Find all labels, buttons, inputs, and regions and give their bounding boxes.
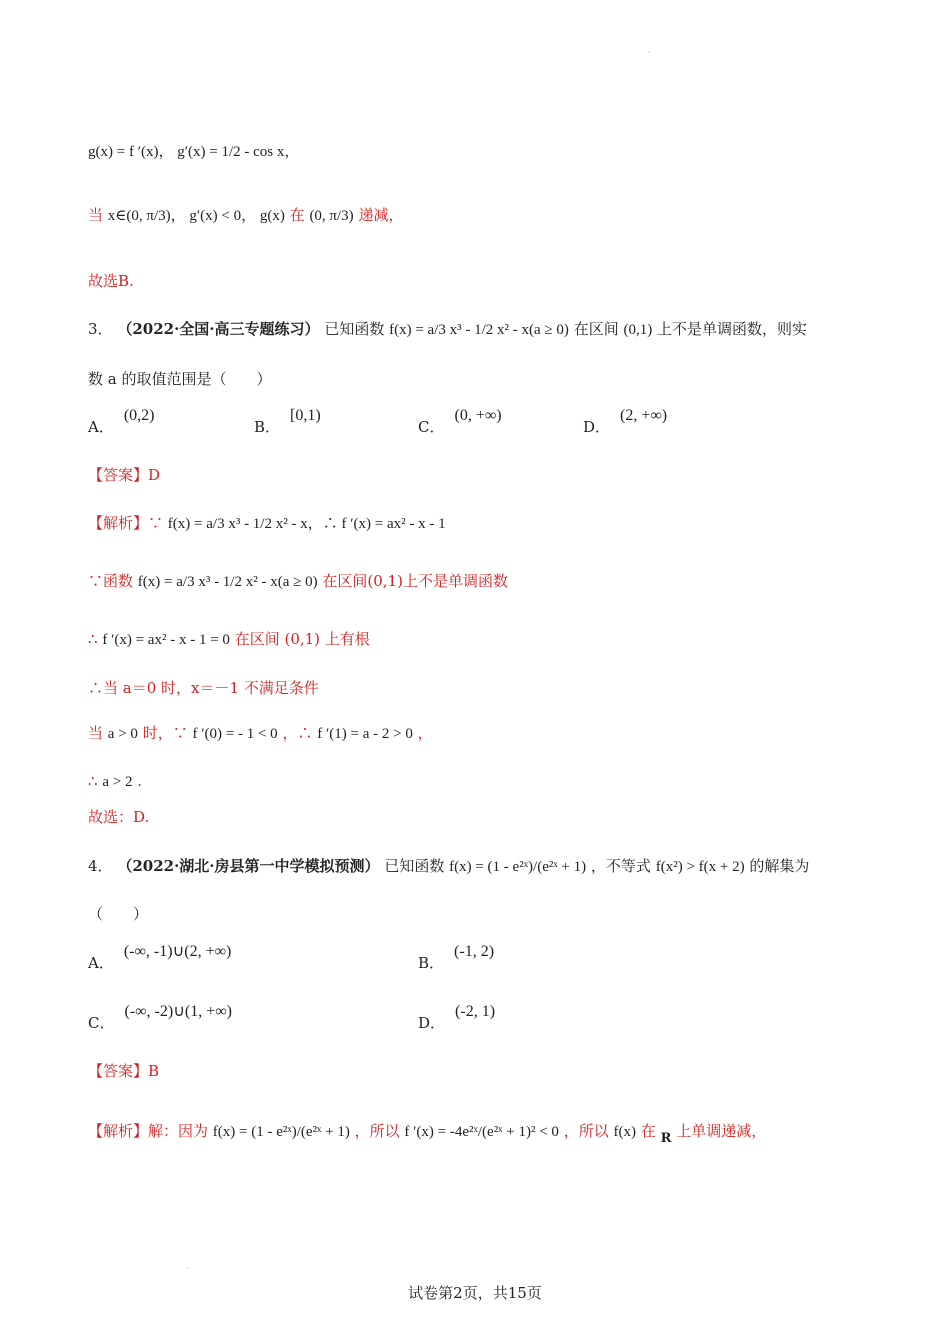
option-value: (0, +∞) bbox=[454, 407, 502, 424]
option-b[interactable] bbox=[418, 943, 495, 975]
text: ∴ bbox=[88, 630, 98, 648]
question-3-step-3: ∴当 a＝0 时，x＝－1 不满足条件 bbox=[88, 679, 319, 697]
question-source: （2022·湖北·房县第一中学模拟预测） bbox=[117, 857, 380, 875]
option-value: (-2, 1) bbox=[455, 1003, 496, 1020]
option-label: D． bbox=[418, 1014, 446, 1032]
text: ∴ bbox=[88, 772, 98, 790]
text: . bbox=[137, 772, 143, 790]
math-inequality: f(x²) > f(x + 2) bbox=[655, 859, 745, 875]
math-function: f(x) = (1 - e²ˣ)/(e²ˣ + 1) bbox=[212, 1124, 350, 1140]
math-expression: f ′(x) = ax² - x - 1 = 0 bbox=[102, 632, 230, 648]
text: 已知函数 bbox=[384, 857, 445, 875]
text: 在 bbox=[640, 1122, 656, 1140]
option-label: A． bbox=[88, 418, 114, 436]
text: 时，∵ bbox=[142, 724, 188, 742]
text: 在区间 (0,1) 上有根 bbox=[234, 630, 370, 648]
text: 递减， bbox=[358, 206, 404, 224]
text: 已知函数 bbox=[324, 320, 385, 338]
question-number: 3． bbox=[88, 320, 113, 338]
math-interval: (0,1) bbox=[623, 322, 653, 338]
option-value: [0,1) bbox=[290, 407, 321, 424]
text: ，不等式 bbox=[590, 857, 651, 875]
math-expression: f ′(0) = - 1 < 0 bbox=[192, 726, 278, 742]
math-function: f(x) = a/3 x³ - 1/2 x² - x(a ≥ 0) bbox=[389, 322, 569, 338]
option-value: (-∞, -1)∪(2, +∞) bbox=[123, 943, 232, 960]
math-expression: a > 2 bbox=[102, 774, 133, 790]
text: 上单调递减， bbox=[676, 1122, 767, 1140]
math-expression: a > 0 bbox=[107, 726, 138, 742]
text: 在区间 bbox=[573, 320, 619, 338]
math-derivative: f ′(x) = -4e²ˣ/(e²ˣ + 1)² < 0 bbox=[404, 1124, 559, 1140]
decorative-dot: · bbox=[648, 48, 651, 57]
option-label: C． bbox=[88, 1014, 115, 1032]
text: ，∴ bbox=[282, 724, 313, 742]
monotonic-decrease-line bbox=[88, 204, 403, 227]
option-c[interactable] bbox=[88, 1003, 232, 1035]
math-expression: x∈(0, π/3)， g′(x) < 0， g(x) bbox=[107, 208, 285, 224]
decorative-dot: · bbox=[186, 1264, 189, 1273]
question-3-step-4 bbox=[88, 722, 433, 745]
option-b[interactable] bbox=[254, 407, 321, 439]
math-interval: (0, π/3) bbox=[309, 208, 354, 224]
question-4-analysis bbox=[88, 1120, 766, 1144]
question-3-answer: 【答案】D bbox=[88, 466, 161, 484]
option-value: (-∞, -2)∪(1, +∞) bbox=[124, 1003, 232, 1020]
question-3-step-5 bbox=[88, 770, 142, 793]
text: 的解集为 bbox=[749, 857, 810, 875]
option-value: (2, +∞) bbox=[620, 407, 668, 424]
option-d[interactable] bbox=[418, 1003, 496, 1035]
option-value: (0,2) bbox=[123, 407, 155, 424]
option-value: (-1, 2) bbox=[454, 943, 495, 960]
question-4-stem bbox=[88, 855, 809, 878]
question-4-answer: 【答案】B bbox=[88, 1062, 160, 1080]
question-source: （2022·全国·高三专题练习） bbox=[117, 320, 320, 338]
text: 在区间(0,1)上不是单调函数 bbox=[322, 572, 508, 590]
text: ，所以 bbox=[354, 1122, 400, 1140]
math-expression: f ′(1) = a - 2 > 0 bbox=[317, 726, 413, 742]
page-footer: 试卷第2页，共15页 bbox=[408, 1284, 542, 1302]
question-3-conclusion: 故选：D. bbox=[88, 808, 150, 826]
math-expression: f(x) = a/3 x³ - 1/2 x² - x，∴ f ′(x) = ax² - x - 1 bbox=[167, 516, 446, 532]
question-3-analysis bbox=[88, 512, 446, 535]
question-4-paren: （ ） bbox=[88, 905, 149, 923]
question-number: 4． bbox=[88, 857, 113, 875]
real-numbers-symbol: R bbox=[660, 1131, 672, 1146]
question-3-step-1 bbox=[88, 570, 508, 593]
math-expression: f(x) bbox=[613, 1124, 637, 1140]
text: 当 bbox=[88, 724, 104, 742]
option-label: D． bbox=[583, 418, 611, 436]
question-3-stem bbox=[88, 318, 807, 341]
text: ， bbox=[417, 724, 433, 742]
math-function: f(x) = (1 - e²ˣ)/(e²ˣ + 1) bbox=[449, 859, 587, 875]
option-label: C． bbox=[418, 418, 445, 436]
option-label: A． bbox=[88, 954, 114, 972]
analysis-label: 【解析】∵ bbox=[88, 514, 164, 532]
text: ，所以 bbox=[563, 1122, 609, 1140]
option-a[interactable] bbox=[88, 407, 155, 439]
option-c[interactable] bbox=[418, 407, 502, 439]
derivative-definition-line bbox=[88, 140, 299, 163]
analysis-label: 【解析】解：因为 bbox=[88, 1122, 209, 1140]
question-3-stem-cont: 数 a 的取值范围是（ ） bbox=[88, 370, 272, 388]
text: 当 bbox=[88, 206, 104, 224]
option-a[interactable] bbox=[88, 943, 232, 975]
text: 在 bbox=[289, 206, 305, 224]
math-function: f(x) = a/3 x³ - 1/2 x² - x(a ≥ 0) bbox=[137, 574, 318, 590]
text: 上不是单调函数，则实 bbox=[657, 320, 808, 338]
text: ∵函数 bbox=[88, 572, 134, 590]
option-label: B． bbox=[254, 418, 281, 436]
choose-b-line: 故选B. bbox=[88, 272, 134, 290]
question-3-step-2 bbox=[88, 628, 370, 651]
math-expression: g(x) = f ′(x)， g′(x) = 1/2 - cos x， bbox=[88, 144, 300, 160]
option-label: B． bbox=[418, 954, 445, 972]
option-d[interactable] bbox=[583, 407, 668, 439]
